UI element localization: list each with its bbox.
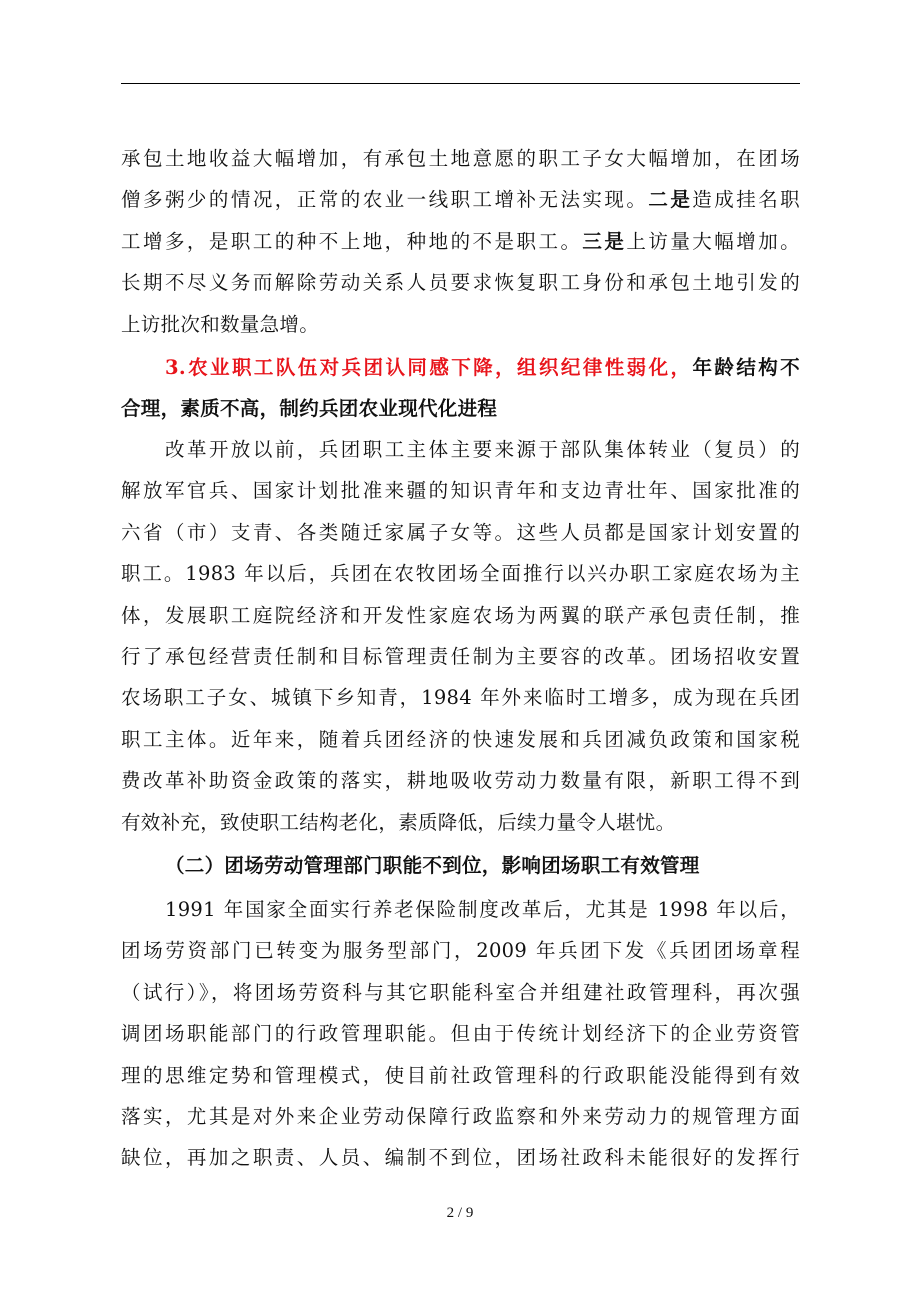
text-line: 职工主体。近年来，随着兵团经济的快速发展和兵团减负政策和国家税 bbox=[121, 727, 800, 751]
text-line: 解放军官兵、国家计划批准来疆的知识青年和支边青壮年、国家批准的 bbox=[121, 479, 800, 503]
text-line: 上访批次和数量急增。 bbox=[121, 312, 320, 336]
text-line: 职工。1983 年以后，兵团在农牧团场全面推行以兴办职工家庭农场为主 bbox=[121, 562, 800, 586]
text-line: （试行）》，将团场劳资科与其它职能科室合并组建社政管理科，再次强 bbox=[121, 980, 800, 1004]
text-line: 承包土地收益大幅增加，有承包土地意愿的职工子女大幅增加，在团场 bbox=[121, 147, 800, 170]
text-span: 僧多粥少的情况，正常的农业一线职工增补无法实现。 bbox=[121, 188, 649, 212]
text-line: 六省（市）支青、各类随迁家属子女等。这些人员都是国家计划安置的 bbox=[121, 520, 800, 544]
header-rule bbox=[121, 83, 800, 84]
text-line: 团场劳资部门已转变为服务型部门，2009 年兵团下发《兵团团场章程 bbox=[121, 939, 800, 963]
text-span: 上访量大幅增加。 bbox=[626, 229, 800, 253]
section-heading-3 bbox=[121, 347, 800, 430]
page-number: 2 / 9 bbox=[446, 1205, 474, 1221]
text-line: 1991 年国家全面实行养老保险制度改革后，尤其是 1998 年以后， bbox=[165, 898, 800, 921]
section-heading-2 bbox=[121, 845, 800, 886]
emphasis-span: 二是 bbox=[648, 188, 693, 212]
paragraph-1 bbox=[121, 138, 800, 345]
text-line: 落实，尤其是对外来企业劳动保障行政监察和外来劳动力的规管理方面 bbox=[121, 1104, 800, 1128]
heading-line: 合理，素质不高，制约兵团农业现代化进程 bbox=[121, 397, 498, 421]
text-line: 有效补充，致使职工结构老化，素质降低，后续力量令人堪忧。 bbox=[121, 810, 676, 834]
text-line: 行了承包经营责任制和目标管理责任制为主要容的改革。团场招收安置 bbox=[121, 644, 800, 668]
heading-text: 年龄结构不 bbox=[692, 356, 800, 379]
text-line: 理的思维定势和管理模式，使目前社政管理科的行政职能没能得到有效 bbox=[121, 1063, 800, 1087]
text-line: 缺位，再加之职责、人员、编制不到位，团场社政科未能很好的发挥行 bbox=[121, 1146, 800, 1170]
paragraph-3 bbox=[121, 889, 800, 1179]
paragraph-2 bbox=[121, 429, 800, 843]
text-line: 费改革补助资金政策的落实，耕地吸收劳动力数量有限，新职工得不到 bbox=[121, 769, 800, 793]
text-line: 调团场职能部门的行政管理职能。但由于传统计划经济下的企业劳资管 bbox=[121, 1022, 800, 1046]
text-span: 造成挂名职 bbox=[692, 188, 800, 212]
text-span: 工增多，是职工的种不上地，种地的不是职工。 bbox=[121, 229, 583, 253]
text-line bbox=[121, 179, 800, 220]
text-line: 农场职工子女、城镇下乡知青，1984 年外来临时工增多，成为现在兵团 bbox=[121, 686, 800, 710]
emphasis-span: 三是 bbox=[582, 229, 627, 253]
text-line: 体，发展职工庭院经济和开发性家庭农场为两翼的联产承包责任制，推 bbox=[121, 603, 800, 627]
text-line: 长期不尽义务而解除劳动关系人员要求恢复职工身份和承包土地引发的 bbox=[121, 271, 800, 295]
heading-red-text: 农业职工队伍对兵团认同感下降，组织纪律性弱化， bbox=[185, 356, 693, 379]
text-line: 改革开放以前，兵团职工主体主要来源于部队集体转业（复员）的 bbox=[165, 438, 800, 461]
heading-line: （二）团场劳动管理部门职能不到位，影响团场职工有效管理 bbox=[165, 854, 700, 877]
heading-number: 3. bbox=[165, 356, 186, 379]
heading-line bbox=[121, 347, 800, 388]
text-line bbox=[121, 221, 800, 262]
